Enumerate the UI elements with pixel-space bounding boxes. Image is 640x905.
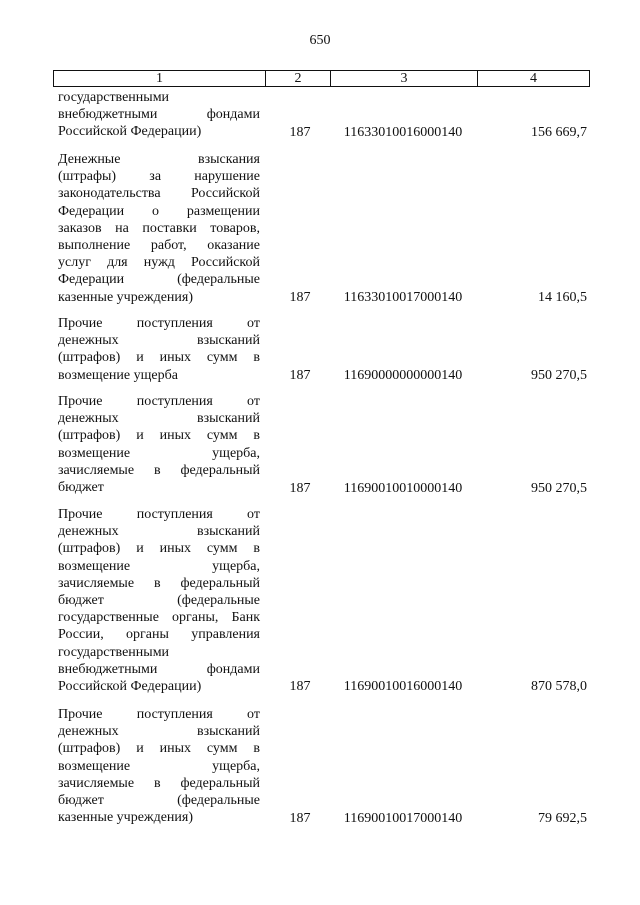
description-line: бюджет (федеральные (58, 793, 260, 809)
row-admin-code: 187 (289, 481, 311, 496)
description-line: внебюджетными фондами (58, 107, 260, 123)
row-budget-code: 11690010017000140 (343, 811, 463, 826)
description-line: Прочие поступления от (58, 394, 260, 409)
page-number: 650 (309, 33, 331, 48)
description-line: государственными (58, 644, 170, 660)
table-row (53, 506, 593, 695)
row-admin-code: 187 (289, 368, 311, 383)
description-line: Федерации о размещении (58, 203, 260, 219)
row-admin-code: 187 (289, 290, 311, 305)
row-description (58, 506, 260, 695)
row-amount: 870 578,0 (531, 679, 587, 694)
column-header-row (53, 70, 590, 87)
description-line: Денежные взыскания (58, 152, 260, 167)
description-line: государственные органы, Банк (58, 610, 260, 626)
column-header-2: 2 (266, 71, 331, 86)
description-line: казенные учреждения) (58, 289, 194, 305)
row-admin-code: 187 (289, 125, 311, 140)
table-row (53, 89, 593, 141)
description-line: зачисляемые в федеральный (58, 462, 260, 478)
description-line: бюджет (федеральные (58, 593, 260, 609)
description-line: зачисляемые в федеральный (58, 775, 260, 791)
row-description (58, 89, 260, 141)
description-line: Прочие поступления от (58, 507, 260, 522)
table-row (53, 151, 593, 306)
description-line: (штрафов) и иных сумм в (58, 741, 260, 757)
row-amount: 14 160,5 (538, 290, 587, 305)
table-row (53, 315, 593, 384)
description-line: Российской Федерации) (58, 679, 202, 695)
description-line: Российской Федерации) (58, 124, 202, 140)
description-line: Прочие поступления от (58, 707, 260, 722)
row-admin-code: 187 (289, 679, 311, 694)
description-line: денежных взысканий (58, 333, 260, 349)
description-line: возмещение ущерба (58, 367, 178, 383)
description-line: России, органы управления (58, 627, 260, 643)
row-amount: 950 270,5 (531, 481, 587, 496)
description-line: (штрафов) и иных сумм в (58, 428, 260, 444)
row-amount: 950 270,5 (531, 368, 587, 383)
description-line: денежных взысканий (58, 724, 260, 740)
row-budget-code: 11633010017000140 (343, 290, 463, 305)
description-line: (штрафов) и иных сумм в (58, 541, 260, 557)
column-header-4: 4 (530, 71, 537, 86)
row-budget-code: 11633010016000140 (343, 125, 463, 140)
description-line: законодательства Российской (58, 186, 260, 202)
row-description (58, 151, 260, 306)
description-line: зачисляемые в федеральный (58, 575, 260, 591)
description-line: (штрафы) за нарушение (58, 169, 260, 185)
description-line: внебюджетными фондами (58, 661, 260, 677)
description-line: казенные учреждения) (58, 810, 194, 826)
description-line: Прочие поступления от (58, 316, 260, 331)
description-line: государственными (58, 90, 170, 105)
description-line: выполнение работ, оказание (58, 238, 260, 254)
description-line: возмещение ущерба, (58, 558, 260, 574)
table-row (53, 706, 593, 827)
row-description (58, 706, 260, 826)
row-amount: 156 669,7 (531, 125, 587, 140)
row-description (58, 393, 260, 496)
column-header-1: 1 (54, 71, 266, 86)
column-header-3: 3 (331, 71, 478, 86)
description-line: денежных взысканий (58, 411, 260, 427)
description-line: услуг для нужд Российской (58, 255, 260, 271)
description-line: Федерации (федеральные (58, 272, 260, 288)
row-amount: 79 692,5 (538, 811, 587, 826)
description-line: заказов на поставки товаров, (58, 220, 260, 236)
description-line: денежных взысканий (58, 524, 260, 540)
row-admin-code: 187 (289, 811, 311, 826)
row-description (58, 315, 260, 384)
row-budget-code: 11690000000000140 (343, 368, 463, 383)
row-budget-code: 11690010016000140 (343, 679, 463, 694)
table-row (53, 393, 593, 497)
description-line: бюджет (58, 480, 104, 496)
description-line: (штрафов) и иных сумм в (58, 350, 260, 366)
description-line: возмещение ущерба, (58, 445, 260, 461)
row-budget-code: 11690010010000140 (343, 481, 463, 496)
description-line: возмещение ущерба, (58, 758, 260, 774)
